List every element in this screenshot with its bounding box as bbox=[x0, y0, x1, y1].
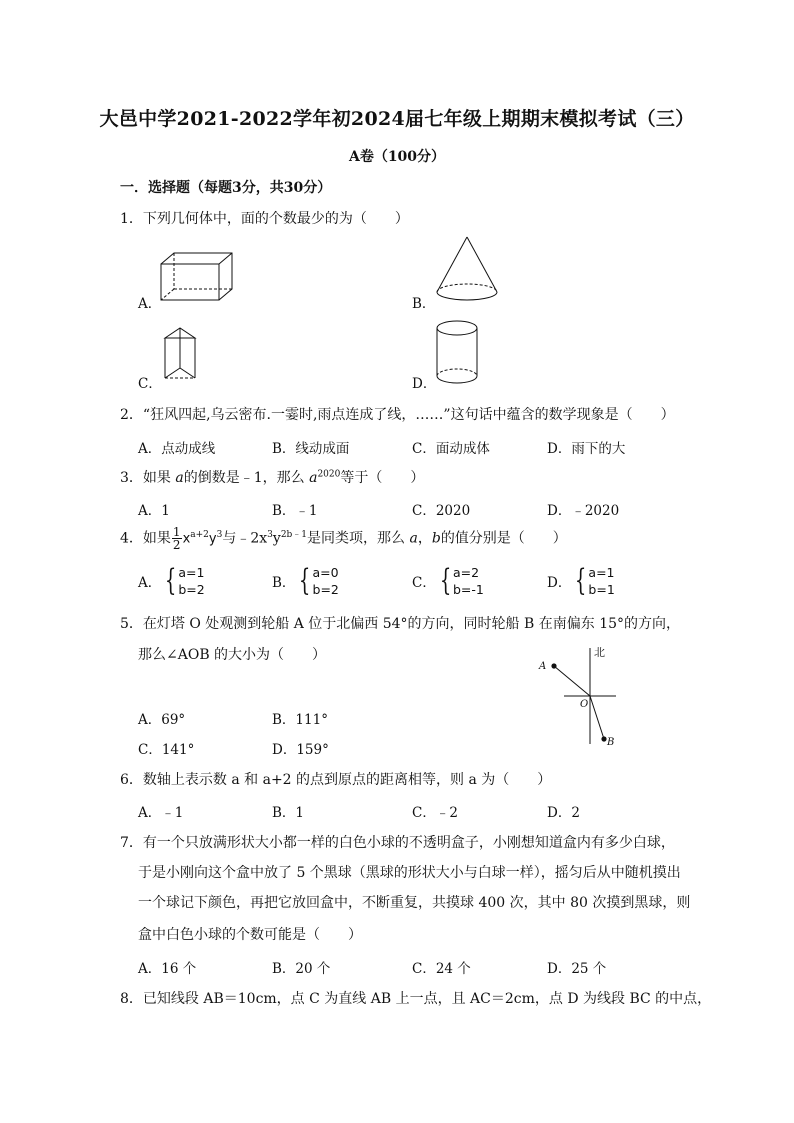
q3-option-a: A．1 bbox=[138, 503, 170, 519]
q5-stem-line2: 那么∠AOB 的大小为（ ） bbox=[138, 647, 327, 663]
cylinder-icon bbox=[436, 320, 478, 386]
q3-option-b: B．﹣1 bbox=[272, 503, 318, 519]
q4-option-c: C． { a=2 b=-1 bbox=[412, 563, 484, 598]
q5-option-a: A．69° bbox=[138, 712, 186, 728]
q4-stem: 4．如果 $\frac{1}{2}$ $x^{a+2}y^3$与$﹣2x^3y^{2b﹣1}$是同类项，那么 a，b的值分别是（ ） bbox=[120, 525, 567, 552]
q7-stem-line2: 于是小刚向这个盒中放了 5 个黑球（黑球的形状大小与白球一样），摇匀后从中随机摸出 bbox=[138, 865, 681, 881]
q2-option-d: D．雨下的大 bbox=[547, 441, 626, 457]
section-heading: 一．选择题（每题3分，共30分） bbox=[120, 180, 332, 196]
q4-option-a: A． { a=1 b=2 bbox=[138, 563, 205, 598]
q1-option-b-label: B． bbox=[412, 296, 436, 312]
q2-option-c: C．面动成体 bbox=[412, 441, 490, 457]
q1-option-a-label: A． bbox=[138, 296, 162, 312]
q2-option-a: A．点动成线 bbox=[138, 441, 216, 457]
q1-option-c-label: C． bbox=[138, 376, 162, 392]
q6-option-b: B．1 bbox=[272, 805, 305, 821]
q3-option-d: D．﹣2020 bbox=[547, 503, 620, 519]
q5-option-b: B．111° bbox=[272, 712, 328, 728]
q7-option-a: A．16 个 bbox=[138, 961, 197, 977]
label-a: A bbox=[539, 661, 547, 672]
compass-direction-diagram bbox=[530, 640, 630, 750]
point-a bbox=[551, 663, 556, 668]
q3-stem: 3．如果 a的倒数是﹣1，那么 $a^{2020}$等于（ ） bbox=[120, 469, 425, 486]
label-north: 北 bbox=[594, 646, 605, 659]
q4-fraction: $\frac{1}{2}$ bbox=[172, 525, 181, 552]
q5-stem-line1: 5．在灯塔 O 处观测到轮船 A 位于北偏西 54°的方向，同时轮船 B 在南偏东 15°的方向， bbox=[120, 616, 681, 632]
q1-option-d-label: D． bbox=[412, 376, 437, 392]
q6-option-d: D．2 bbox=[547, 805, 580, 821]
q5-option-c: C．141° bbox=[138, 742, 195, 758]
paper-subtitle: A卷（100分） bbox=[348, 149, 446, 165]
ray-ob bbox=[590, 696, 604, 739]
cuboid-icon bbox=[160, 252, 235, 302]
q7-option-b: B．20 个 bbox=[272, 961, 331, 977]
q6-option-c: C．﹣2 bbox=[412, 805, 458, 821]
q8-stem: 8．已知线段 AB＝10cm，点 C 为直线 AB 上一点，且 AC＝2cm，点 D 为线段 BC 的中点， bbox=[120, 991, 712, 1007]
q2-option-b: B．线动成面 bbox=[272, 441, 350, 457]
label-b: B bbox=[607, 737, 615, 748]
cone-icon bbox=[436, 236, 498, 302]
q4-option-b: B． { a=0 b=2 bbox=[272, 563, 339, 598]
point-b bbox=[601, 736, 606, 741]
q6-stem: 6．数轴上表示数 a 和 a+2 的点到原点的距离相等，则 a 为（ ） bbox=[120, 772, 552, 788]
label-o: O bbox=[580, 699, 589, 710]
q2-stem: 2．“狂风四起,乌云密布.一霎时,雨点连成了线，……”这句话中蕴含的数学现象是（ ） bbox=[120, 407, 675, 423]
q3-option-c: C．2020 bbox=[412, 503, 471, 519]
ray-oa bbox=[554, 666, 590, 696]
q7-stem-line1: 7．有一个只放满形状大小都一样的白色小球的不透明盒子，小刚想知道盒内有多少白球， bbox=[120, 835, 675, 851]
q5-option-d: D．159° bbox=[272, 742, 329, 758]
q7-option-c: C．24 个 bbox=[412, 961, 471, 977]
q1-stem: 1．下列几何体中，面的个数最少的为（ ） bbox=[120, 211, 409, 227]
q4-option-d: D． { a=1 b=1 bbox=[547, 563, 615, 598]
q7-stem-line3: 一个球记下颜色，再把它放回盒中，不断重复，共摸球 400 次，其中 80 次摸到黑球，则 bbox=[138, 895, 691, 911]
q7-option-d: D．25 个 bbox=[547, 961, 607, 977]
exam-title: 大邑中学2021-2022学年初2024届七年级上期期末模拟考试（三） bbox=[99, 108, 695, 130]
q6-option-a: A．﹣1 bbox=[138, 805, 184, 821]
triangular-prism-icon bbox=[162, 326, 198, 384]
q7-stem-line4: 盒中白色小球的个数可能是（ ） bbox=[138, 927, 362, 943]
